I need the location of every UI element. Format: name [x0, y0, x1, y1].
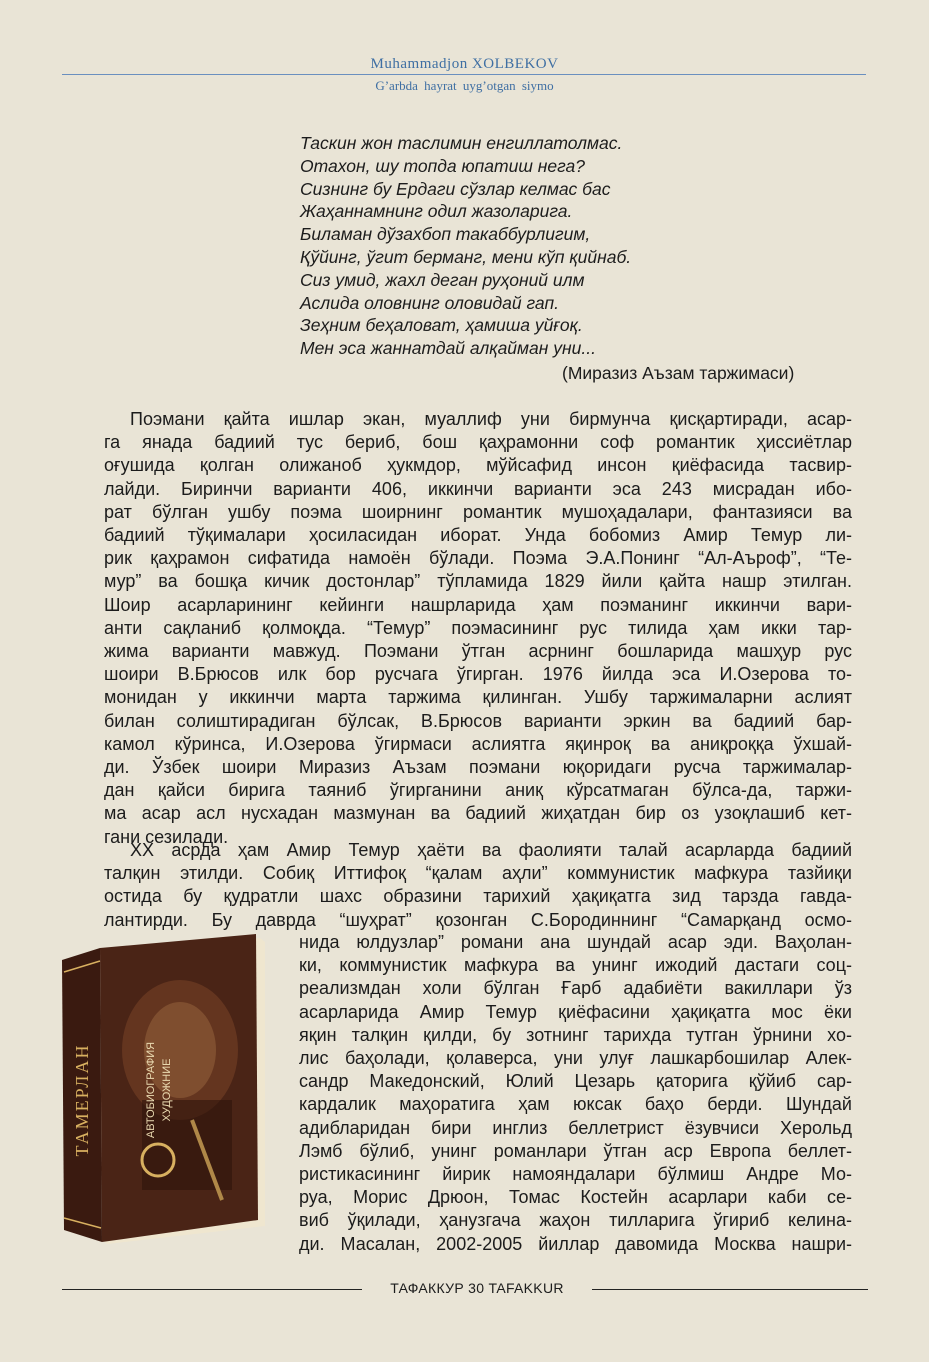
- text-line: руа, Морис Дрюон, Томас Костейн асарлари каби се-: [299, 1187, 852, 1208]
- header-author: Muhammadjon XOLBEKOV: [370, 56, 559, 72]
- text-line: анти сақланиб қолмоқда. “Темур” поэмасининг рус тилида ҳам икки тар-: [104, 617, 852, 638]
- text-line: монидан у иккинчи марта таржима қилинган. Ушбу таржималарни аслият: [104, 687, 852, 708]
- text-line: остида бу қудратли шахс образини тарихий ҳақиқатга зид тарзда гавда-: [104, 886, 852, 907]
- text-line: адибларидан бири инглиз беллетрист ёзувчиси Херольд: [299, 1117, 852, 1138]
- poem-attribution: (Миразиз Аъзам таржимаси): [562, 363, 795, 383]
- text-line: жима варианти мавжуд. Поэмани ўтган асрнинг бошларида машҳур рус: [104, 641, 852, 662]
- header-rule: [62, 74, 866, 75]
- text-line: бадиий тўқималари ҳосиласидан иборат. Унда бобомиз Амир Темур ли-: [104, 525, 852, 546]
- text-line: виб ўқилади, ҳанузгача жаҳон тилларига ўгириб келина-: [299, 1210, 852, 1231]
- footer-page-label: ТАФАККУР 30 TAFAKKUR: [390, 1280, 564, 1296]
- text-line: лис баҳолади, қолаверса, уни улуғ лашкарбошилар Алек-: [299, 1048, 852, 1069]
- text-line: ди. Масалан, 2002-2005 йиллар давомида Москва нашри-: [299, 1233, 852, 1254]
- text-line: камол кўринса, И.Озерова ўгирмаси аслиятга яқинроқ ва аниқроққа ўхшай-: [104, 733, 852, 754]
- paragraph-2: [104, 839, 852, 932]
- text-line: нида юлдузлар” романи ана шундай асар эди. Ваҳолан-: [299, 932, 852, 952]
- poem-line: Қўйинг, ўгит берманг, мени кўп қийнаб.: [300, 246, 632, 267]
- text-line: Шоир асарларининг кейинги нашрларида ҳам поэманинг иккинчи вари-: [104, 594, 852, 615]
- header-subtitle: G’arbda hayrat uyg’otgan siymo: [375, 78, 554, 93]
- poem-line: Таскин жон таслимин енгиллатолмас.: [300, 133, 623, 153]
- poem-block: [300, 132, 860, 360]
- text-line: оғушида қолган олижаноб ҳукмдор, мўйсафид инсон қиёфасида тасвир-: [104, 455, 852, 476]
- book-cover-image: [62, 930, 267, 1248]
- poem-line: Мен эса жаннатдай алқайман уни...: [300, 338, 596, 359]
- text-line: мур” ва бошқа кичик достонлар” тўпламида 1829 йили қайта нашр этилган.: [104, 571, 852, 592]
- text-line: гани сезилади.: [104, 826, 229, 847]
- text-line: Поэмани қайта ишлар экан, муаллиф уни бирмунча қисқартиради, асар-: [130, 409, 852, 429]
- poem-line: Зеҳним беҳаловат, ҳамиша уйғоқ.: [300, 315, 583, 336]
- text-line: асарларида Амир Темур қиёфасини ҳақиқатга мос ёки: [299, 1001, 852, 1022]
- text-line: лайди. Биринчи варианти 406, иккинчи варианти эса 243 мисрадан ибо-: [104, 478, 852, 499]
- text-line: яқин талқин қилди, бу зотнинг тарихда тутган ўрнини хо-: [299, 1024, 852, 1045]
- text-line: сандр Македонский, Юлий Цезарь қаторига қўйиб сар-: [299, 1071, 852, 1092]
- text-line: ди. Ўзбек шоири Миразиз Аъзам поэмани юқоридаги русча таржималар-: [104, 757, 852, 778]
- text-line: талқин этилди. Собиқ Иттифоқ “қалам аҳли” коммунистик мафкура тазйиқи: [104, 863, 852, 884]
- poem-line: Аслида оловнинг оловидай гап.: [300, 292, 559, 313]
- poem-line: Сиз умид, жахл деган руҳоний илм: [300, 269, 585, 290]
- poem-line: Отахон, шу топда юпатиш нега?: [300, 155, 585, 176]
- paragraph-1: [104, 408, 852, 849]
- footer-rule-left: [62, 1289, 362, 1290]
- text-line: ма асар асл нусхадан мазмунан ва бадиий жиҳатдан бир оз узоқлашиб кет-: [104, 803, 852, 824]
- text-line: ки, коммунистик мафкура ва унинг ижодий дастаги соц-: [299, 955, 852, 976]
- text-line: XX асрда ҳам Амир Темур ҳаёти ва фаолияти талай асарларда бадиий: [130, 840, 852, 860]
- cover-title-line-2: ХУДОЖНИЕ: [161, 1058, 173, 1122]
- text-line: ристикасининг йирик намояндалари бўлмиш Андре Мо-: [299, 1164, 852, 1185]
- poem-line: Сизнинг бу Ердаги сўзлар келмас бас: [300, 178, 611, 199]
- text-line: билан солиштирадиган бўлсак, В.Брюсов варианти эркин ва бадиий бар-: [104, 710, 852, 731]
- text-line: шоири В.Брюсов илк бор русчага ўгирган. 1976 йилда эса И.Озерова то-: [104, 664, 852, 685]
- poem-line: Жаҳаннамнинг одил жазоларига.: [300, 201, 573, 222]
- footer-rule-right: [592, 1289, 868, 1290]
- poem-line: Биламан дўзахбоп такаббурлигим,: [300, 224, 591, 245]
- text-line: рик қаҳрамон сифатида намоён бўлади. Поэма Э.А.Понинг “Ал-Аъроф”, “Те-: [104, 548, 852, 569]
- spine-title: ТАМЕРЛАН: [72, 1043, 92, 1157]
- text-line: Лэмб бўлиб, унинг романлари ўтган аср Европа беллет-: [299, 1140, 852, 1161]
- text-line: дан қайси бирига таяниб ўгирганини аниқ кўрсатмаган бўлса-да, таржи-: [104, 780, 852, 801]
- text-line: лантирди. Бу даврда “шуҳрат” қозонган С.Бородиннинг “Самарқанд осмо-: [104, 909, 852, 930]
- cover-title-line-1: АВТОБИОГРАФИЯ: [145, 1041, 157, 1139]
- text-line: га янада бадиий тус бериб, бош қаҳрамонни соф романтик ҳиссиётлар: [104, 432, 852, 453]
- text-line: кардалик маҳоратига ҳам юксак баҳо берди. Шундай: [299, 1094, 852, 1115]
- text-line: реализмдан холи бўлган Ғарб адабиёти вакиллари ўз: [299, 978, 852, 999]
- paragraph-2-continued: [299, 931, 852, 1256]
- text-line: рат бўлган ушбу поэма шоирнинг романтик мушоҳадалари, фантазияси ва: [104, 501, 852, 522]
